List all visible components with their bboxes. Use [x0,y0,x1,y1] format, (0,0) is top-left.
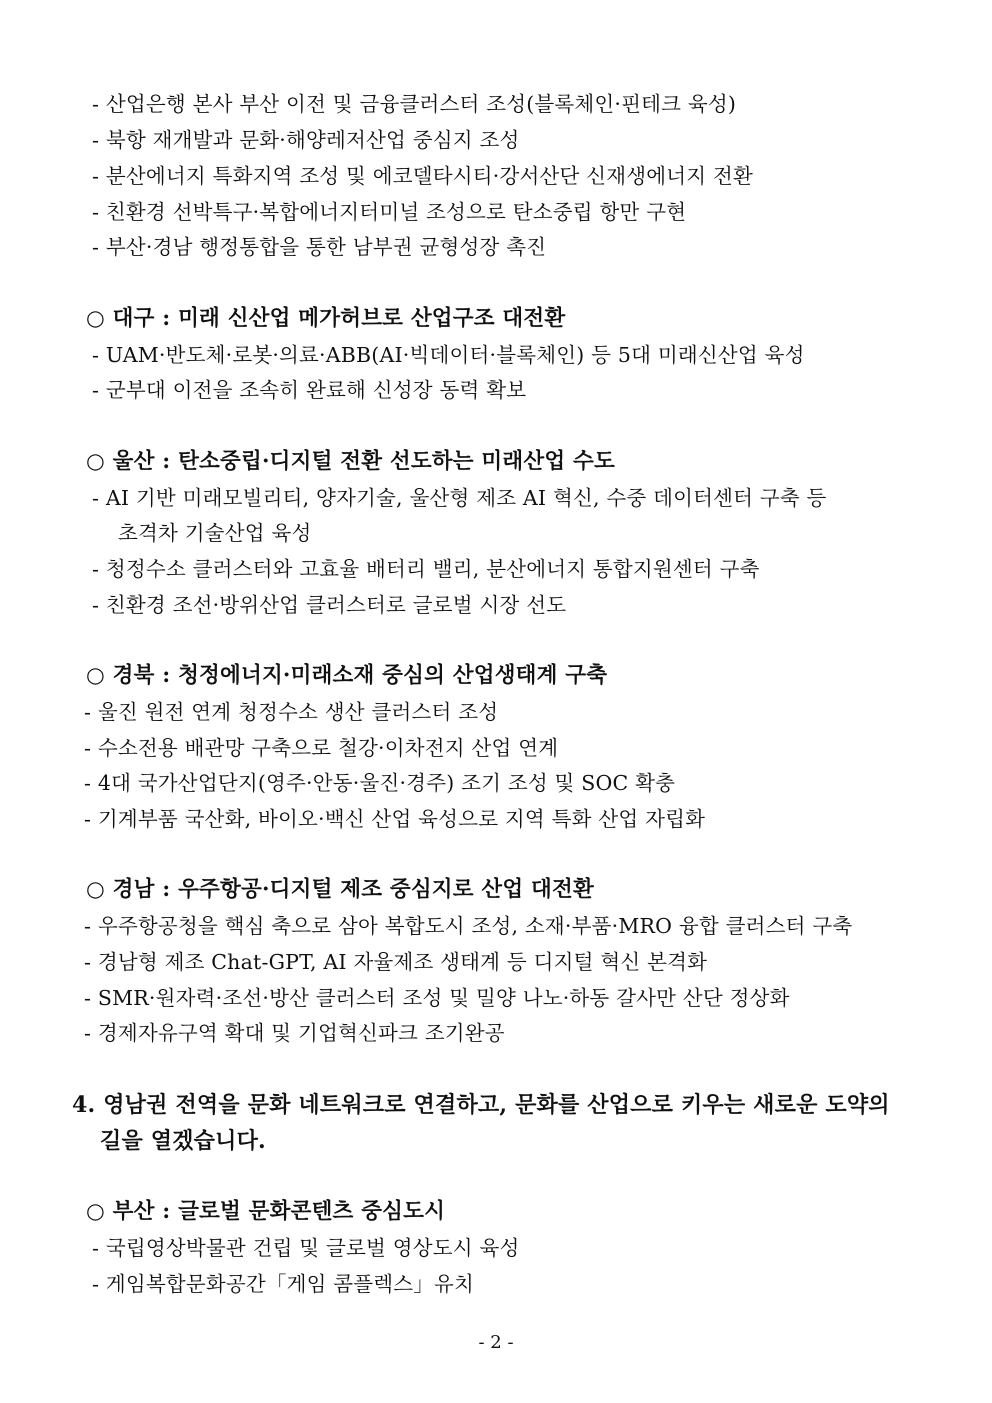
busan-culture-item-1: - 국립영상박물관 건립 및 글로벌 영상도시 육성 [92,1236,520,1260]
page-number: - 2 - [478,1332,514,1353]
ulsan-item-1-line-2: 초격차 기술산업 육성 [118,521,312,545]
gyeongbuk-heading: ○ 경북 : 청정에너지·미래소재 중심의 산업생태계 구축 [86,663,608,688]
section-4-heading-line-1: 4. 영남권 전역을 문화 네트워크로 연결하고, 문화를 산업으로 키우는 새로운 도약의 [72,1092,890,1118]
gyeongnam-item-4: - 경제자유구역 확대 및 기업혁신파크 조기완공 [84,1021,505,1045]
busan-culture-heading: ○ 부산 : 글로벌 문화콘텐츠 중심도시 [86,1199,446,1224]
ulsan-item-3: - 친환경 조선·방위산업 클러스터로 글로벌 시장 선도 [92,593,567,617]
ulsan-heading: ○ 울산 : 탄소중립·디지털 전환 선도하는 미래산업 수도 [86,449,615,474]
busan-item-2: - 북항 재개발과 문화·해양레저산업 중심지 조성 [92,128,520,152]
gyeongbuk-item-3: - 4대 국가산업단지(영주·안동·울진·경주) 조기 조성 및 SOC 확충 [84,771,676,795]
busan-item-5: - 부산·경남 행정통합을 통한 남부권 균형성장 촉진 [92,235,547,259]
gyeongnam-item-3: - SMR·원자력·조선·방산 클러스터 조성 및 밀양 나노·하동 갈사만 산단 정상화 [84,986,790,1010]
busan-item-1: - 산업은행 본사 부산 이전 및 금융클러스터 조성(블록체인·핀테크 육성) [92,92,737,116]
ulsan-item-1-line-1: - AI 기반 미래모빌리티, 양자기술, 울산형 제조 AI 혁신, 수중 데이터센터 구축 등 [92,486,827,510]
section-4-heading-line-2: 길을 열겠습니다. [100,1128,266,1154]
daegu-item-1: - UAM·반도체·로봇·의료·ABB(AI·빅데이터·블록체인) 등 5대 미래신산업 육성 [92,343,805,367]
ulsan-item-2: - 청정수소 클러스터와 고효율 배터리 밸리, 분산에너지 통합지원센터 구축 [92,557,760,581]
busan-item-4: - 친환경 선박특구·복합에너지터미널 조성으로 탄소중립 항만 구현 [92,200,687,224]
gyeongnam-item-1: - 우주항공청을 핵심 축으로 삼아 복합도시 조성, 소재·부품·MRO 융합 클러스터 구축 [84,914,853,938]
busan-item-3: - 분산에너지 특화지역 조성 및 에코델타시티·강서산단 신재생에너지 전환 [92,164,753,188]
gyeongbuk-item-1: - 울진 원전 연계 청정수소 생산 클러스터 조성 [84,700,499,724]
busan-culture-item-2: - 게임복합문화공간「게임 콤플렉스」유치 [92,1272,475,1296]
daegu-item-2: - 군부대 이전을 조속히 완료해 신성장 동력 확보 [92,378,527,402]
gyeongbuk-item-4: - 기계부품 국산화, 바이오·백신 산업 육성으로 지역 특화 산업 자립화 [84,807,706,831]
daegu-heading: ○ 대구 : 미래 신산업 메가허브로 산업구조 대전환 [86,306,566,331]
gyeongbuk-item-2: - 수소전용 배관망 구축으로 철강·이차전지 산업 연계 [84,736,559,760]
gyeongnam-heading: ○ 경남 : 우주항공·디지털 제조 중심지로 산업 대전환 [86,877,594,902]
gyeongnam-item-2: - 경남형 제조 Chat-GPT, AI 자율제조 생태계 등 디지털 혁신 본격화 [84,950,708,974]
